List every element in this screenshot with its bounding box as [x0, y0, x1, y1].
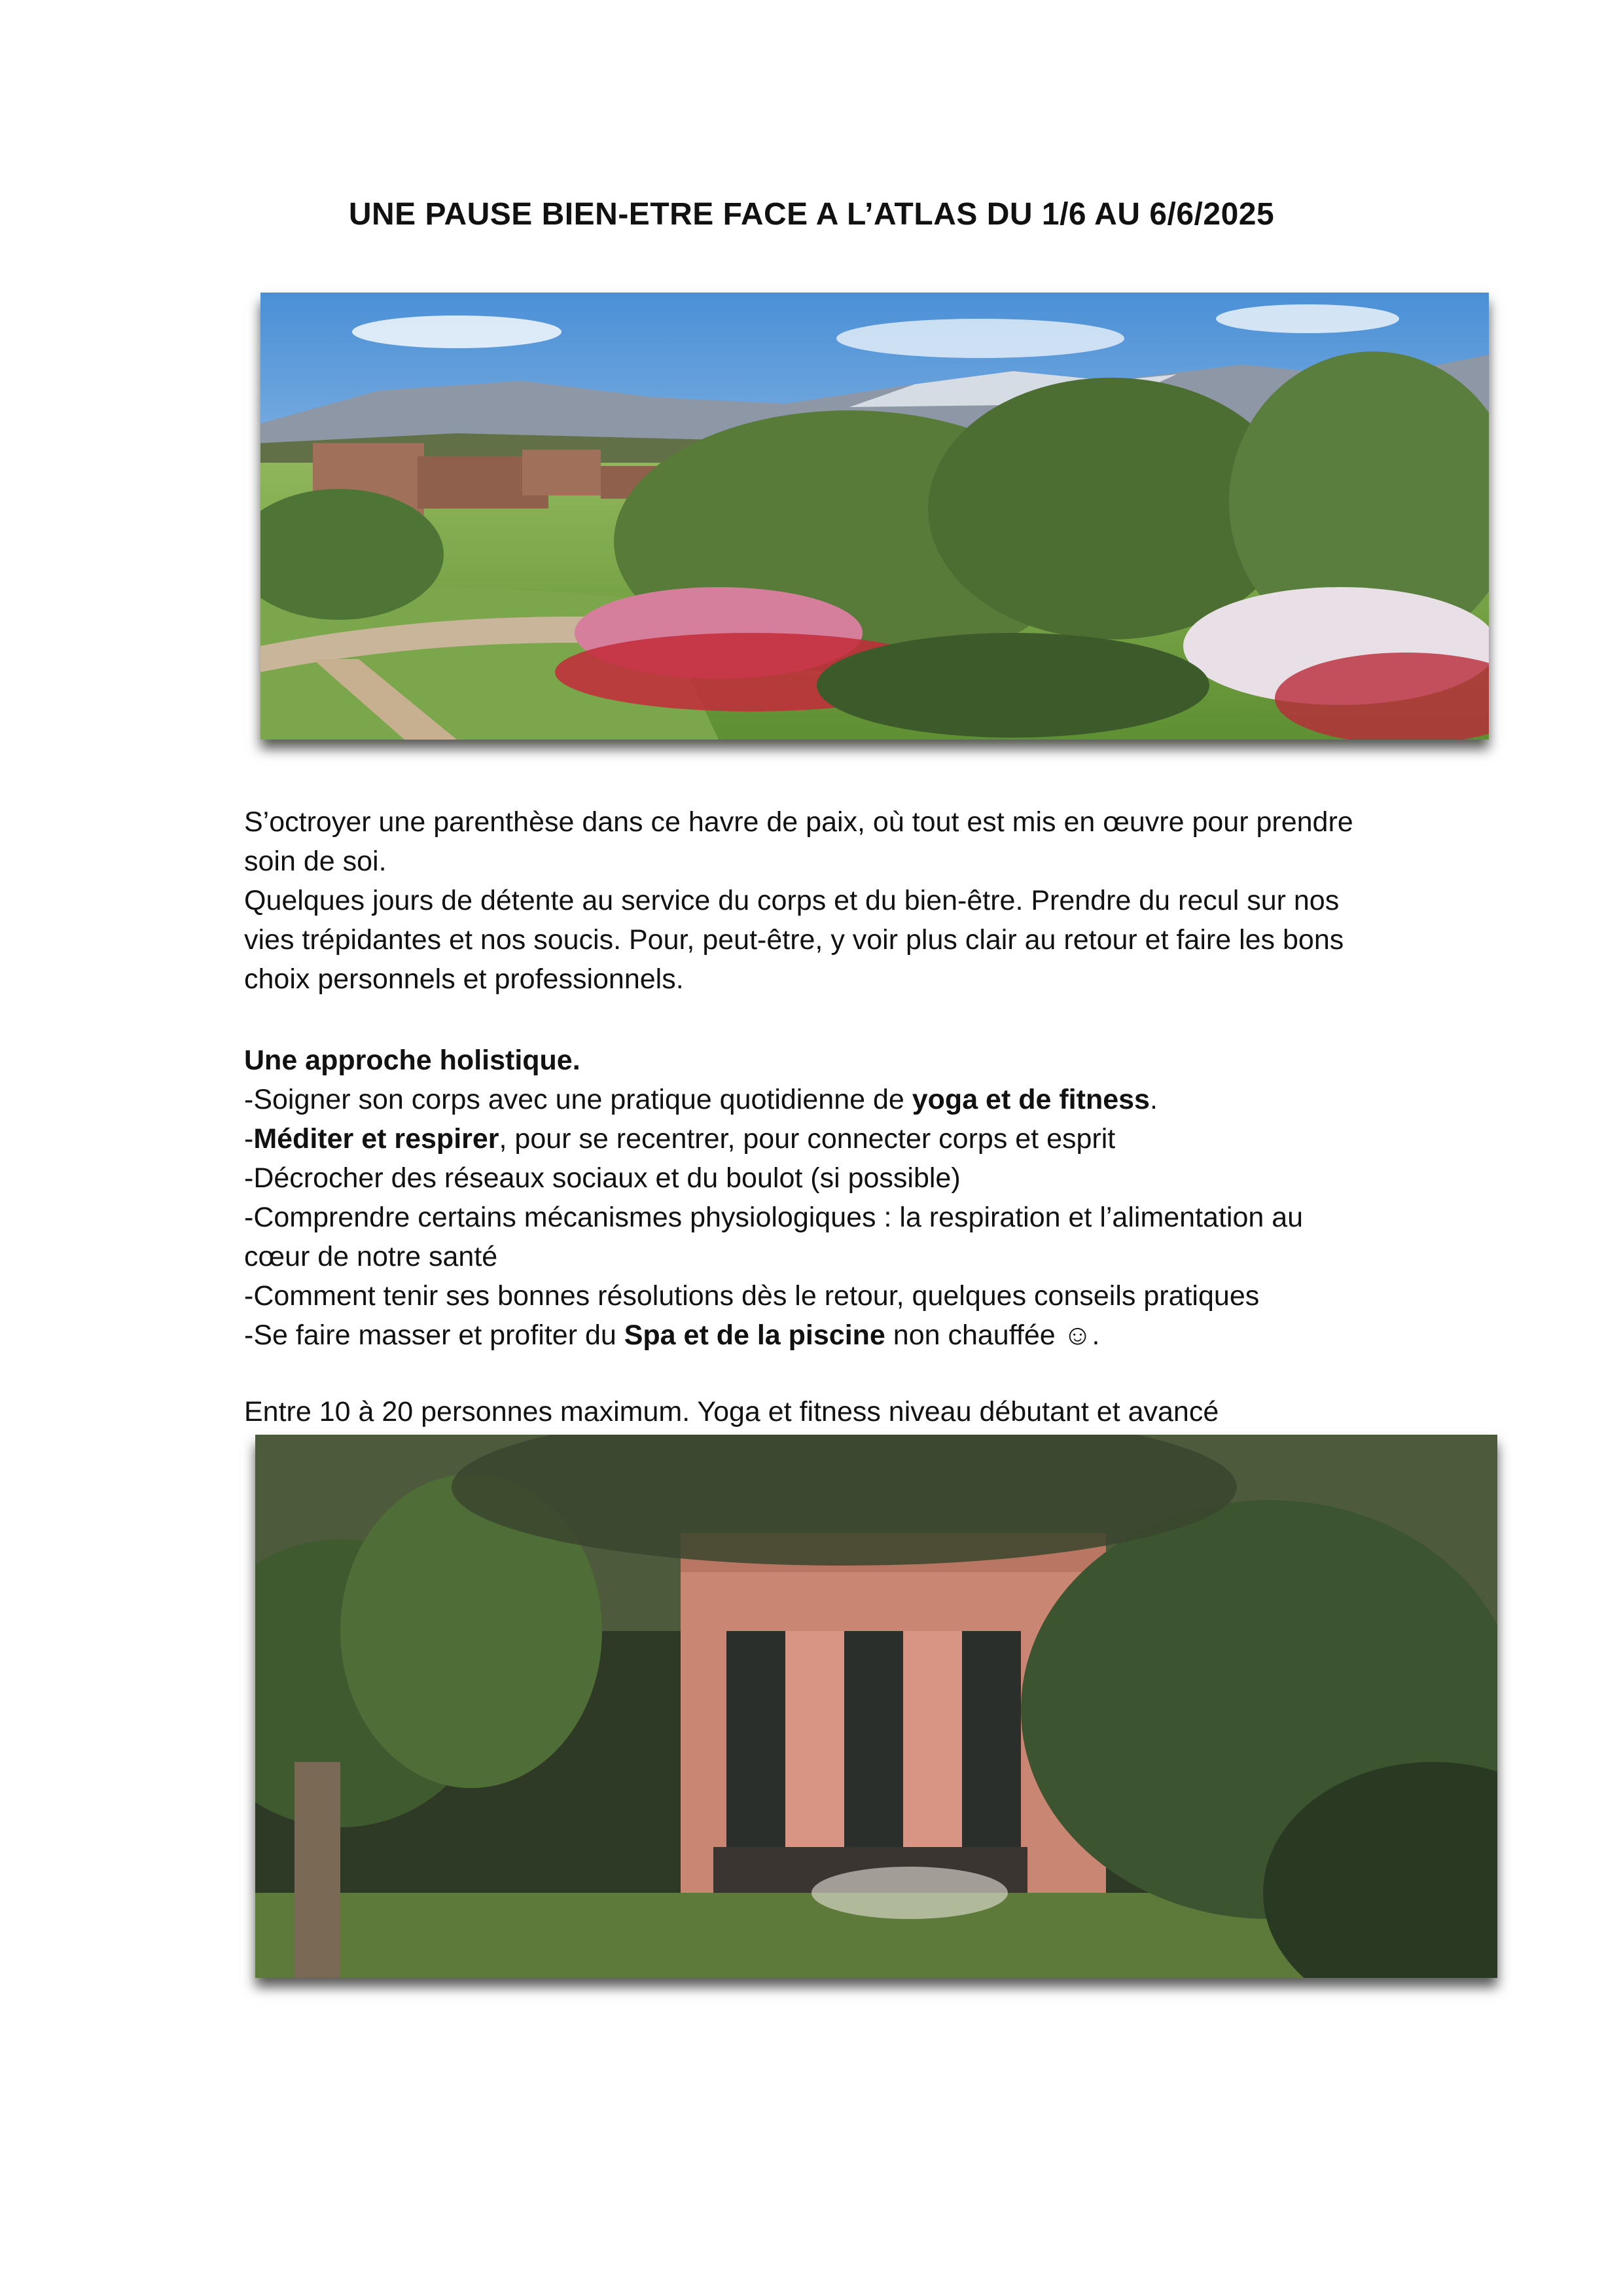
approach-section — [244, 1041, 1416, 1355]
approach-item: -Comment tenir ses bonnes résolutions dès le retour, quelques conseils pratiques — [244, 1280, 1260, 1312]
approach-item: -Soigner son corps avec une pratique quotidienne de yoga et de fitness. — [244, 1084, 1158, 1115]
approach-item: -Méditer et respirer, pour se recentrer, pour connecter corps et esprit — [244, 1123, 1116, 1155]
atlas-landscape-photo — [260, 293, 1489, 740]
approach-item: -Décrocher des réseaux sociaux et du boulot (si possible) — [244, 1162, 961, 1194]
page-title: UNE PAUSE BIEN-ETRE FACE A L’ATLAS DU 1/6 AU 6/6/2025 — [348, 197, 1275, 232]
spa-building-photo — [255, 1435, 1497, 1978]
intro-line: soin de soi. — [244, 846, 387, 877]
group-size-note: Entre 10 à 20 personnes maximum. Yoga et fitness niveau débutant et avancé — [244, 1396, 1219, 1427]
approach-item-continued: cœur de notre santé — [244, 1241, 498, 1272]
intro-line: choix personnels et professionnels. — [244, 963, 684, 995]
approach-item: -Se faire masser et profiter du Spa et de la piscine non chauffée ☺. — [244, 1319, 1100, 1351]
approach-item: -Comprendre certains mécanismes physiologiques : la respiration et l’alimentation au — [244, 1202, 1304, 1233]
approach-heading: Une approche holistique. — [244, 1045, 580, 1076]
intro-line: S’octroyer une parenthèse dans ce havre de paix, où tout est mis en œuvre pour prendre — [244, 806, 1353, 838]
intro-line: vies trépidantes et nos soucis. Pour, peut-être, y voir plus clair au retour et faire les bons — [244, 924, 1344, 956]
intro-paragraph — [244, 802, 1416, 999]
intro-line: Quelques jours de détente au service du corps et du bien-être. Prendre du recul sur nos — [244, 885, 1340, 916]
